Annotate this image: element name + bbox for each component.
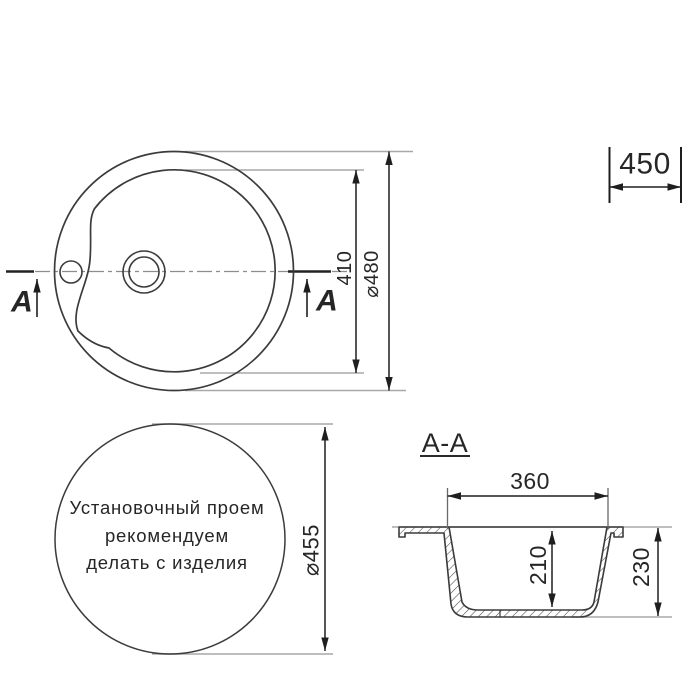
section-view <box>392 428 672 617</box>
section-label-left: A <box>11 285 33 319</box>
dim-label-480: ⌀480 <box>361 250 383 298</box>
install-note-line2: рекомендуем <box>104 525 230 546</box>
section-title: A-A <box>421 428 469 458</box>
top-view <box>6 152 413 391</box>
bowl-cross-section <box>399 527 623 617</box>
dim-360-extension-lines <box>448 488 609 529</box>
dim-label-360: 360 <box>510 468 550 494</box>
dim-label-455: ⌀455 <box>298 524 324 576</box>
sink-bowl-outline <box>76 170 275 372</box>
install-note-line1: Установочный проем <box>69 497 265 518</box>
dim-label-210: 210 <box>525 545 551 585</box>
section-label-right: A <box>316 284 338 318</box>
dim-label-230: 230 <box>628 547 654 587</box>
install-view <box>55 424 333 654</box>
dim-label-410: 410 <box>334 250 356 286</box>
cabinet-width-label: 450 <box>619 147 671 181</box>
cabinet-width-dim <box>610 147 682 203</box>
install-note-line3: делать с изделия <box>86 552 248 573</box>
